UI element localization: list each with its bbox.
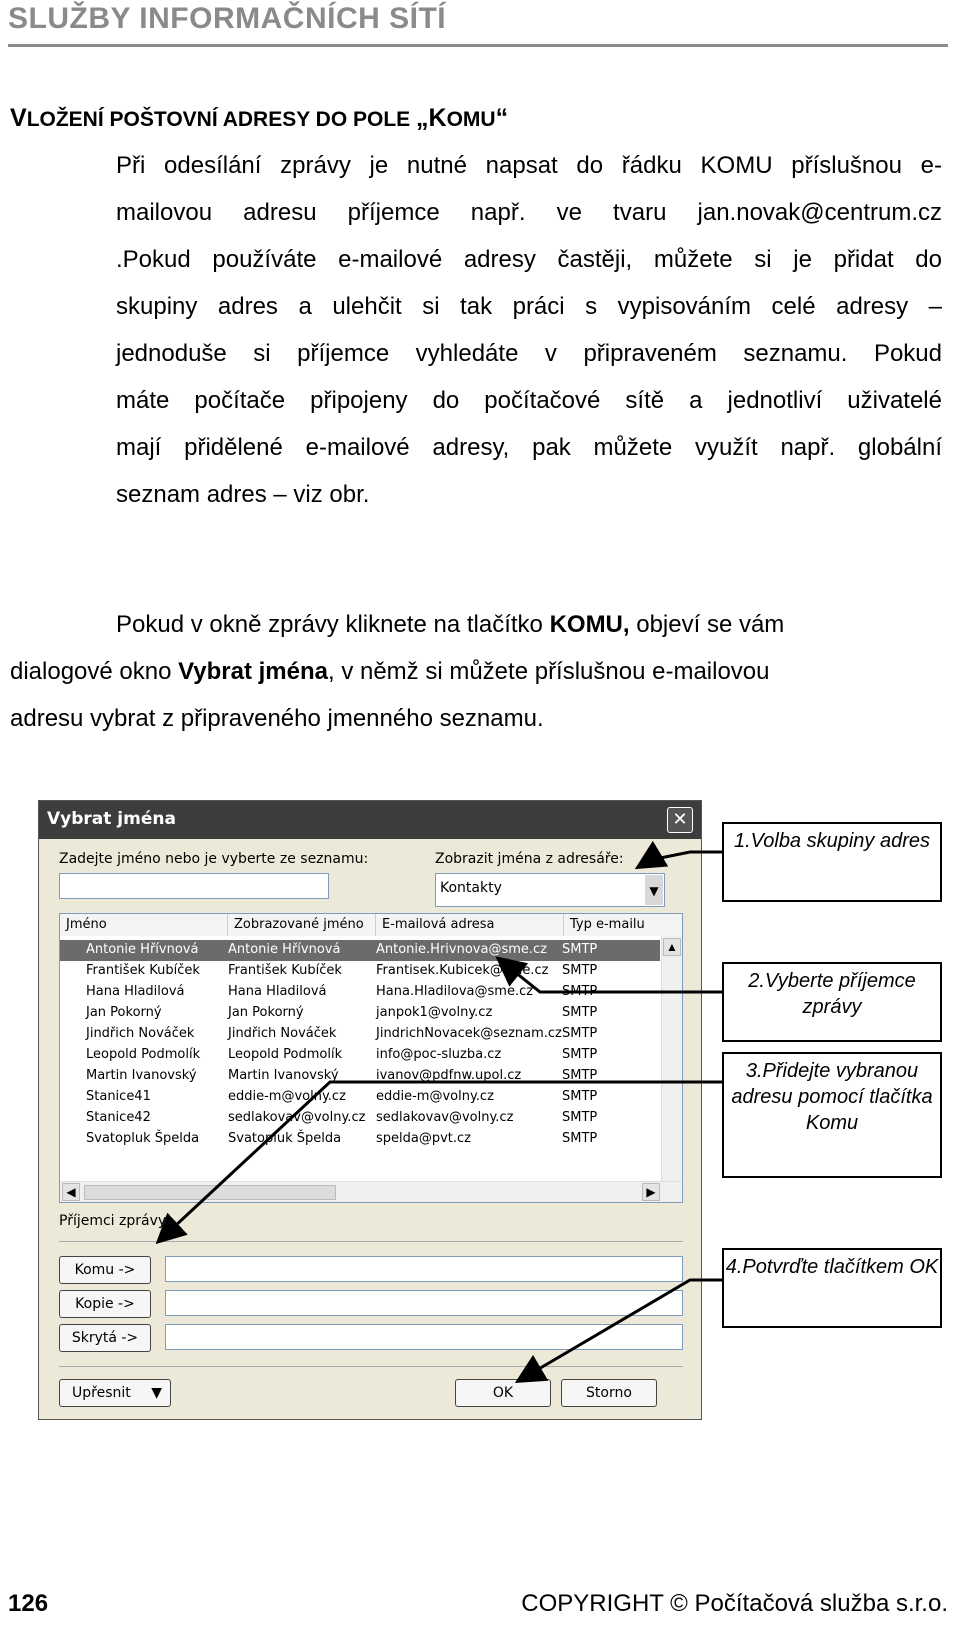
cell: František Kubíček xyxy=(228,963,342,978)
callout-3: 3.Přidejte vybranou adresu pomocí tlačítka Komu xyxy=(722,1052,942,1178)
cell: Leopold Podmolík xyxy=(228,1047,343,1062)
bcc-button[interactable]: Skrytá -> xyxy=(59,1324,151,1352)
cell: Jan Pokorný xyxy=(86,1005,162,1020)
cell: SMTP xyxy=(562,1089,598,1104)
advanced-label: Upřesnit xyxy=(72,1385,131,1401)
cell: SMTP xyxy=(562,1047,598,1062)
text: objeví se vám xyxy=(629,611,785,638)
paragraph-line: skupiny adres a ulehčit si tak práci s vypisováním celé adresy – xyxy=(116,293,942,320)
addressbook-value: Kontakty xyxy=(440,880,502,896)
search-label: Zadejte jméno nebo je vyberte ze seznamu: xyxy=(59,851,369,867)
cell: Martin Ivanovský xyxy=(228,1068,339,1083)
addressbook-label: Zobrazit jména z adresáře: xyxy=(435,851,624,867)
text: dialogové okno xyxy=(10,658,179,685)
arrow-4 xyxy=(520,1280,722,1380)
cell: SMTP xyxy=(562,1005,598,1020)
scroll-right-icon[interactable]: ▶ xyxy=(642,1183,660,1201)
ok-button[interactable]: OK xyxy=(455,1379,551,1407)
cell: janpok1@volny.cz xyxy=(376,1005,493,1020)
arrow-3 xyxy=(160,1082,722,1240)
column-header-email[interactable]: E-mailová adresa xyxy=(376,914,564,936)
column-header-display-name[interactable]: Zobrazované jméno xyxy=(228,914,376,936)
arrow-2 xyxy=(500,960,722,992)
paragraph-line: máte počítače připojeny do počítačové sítě a jednotliví uživatelé xyxy=(116,387,942,414)
section-title-quote-close: “ xyxy=(495,104,509,132)
cell: eddie-m@volny.cz xyxy=(376,1089,494,1104)
cell: Jan Pokorný xyxy=(228,1005,304,1020)
paragraph-line: .Pokud používáte e-mailové adresy častěji, můžete si je přidat do xyxy=(116,246,942,273)
cell: Antonie.Hrivnova@sme.cz xyxy=(376,942,547,957)
paragraph-line: Při odesílání zprávy je nutné napsat do řádku KOMU příslušnou e- xyxy=(116,152,942,179)
cell: SMTP xyxy=(562,1026,598,1041)
text: , v němž si můžete příslušnou e-mailovou xyxy=(327,658,770,685)
cell: Stanice42 xyxy=(86,1110,151,1125)
text-bold: Vybrat jména xyxy=(178,658,328,685)
scroll-left-icon[interactable]: ◀ xyxy=(62,1183,80,1201)
cancel-button[interactable]: Storno xyxy=(561,1379,657,1407)
cell: info@poc-sluzba.cz xyxy=(376,1047,502,1062)
paragraph-line: jednoduše si příjemce vyhledáte v připraveném seznamu. Pokud xyxy=(116,340,942,367)
text: Pokud v okně zprávy kliknete na tlačítko xyxy=(116,611,550,638)
cell: SMTP xyxy=(562,1068,598,1083)
to-button[interactable]: Komu -> xyxy=(59,1256,151,1284)
cell: Leopold Podmolík xyxy=(86,1047,201,1062)
arrow-1 xyxy=(640,852,722,866)
paragraph-line: mailovou adresu příjemce např. ve tvaru jan.novak@centrum.cz xyxy=(116,199,942,226)
page-number: 126 xyxy=(8,1590,49,1617)
callout-4: 4.Potvrďte tlačítkem OK xyxy=(722,1248,942,1328)
cell: ivanov@pdfnw.upol.cz xyxy=(376,1068,522,1083)
cell: SMTP xyxy=(562,1110,598,1125)
section-title-part: LOŽENÍ POŠTOVNÍ ADRESY DO POLE xyxy=(26,108,417,131)
chevron-down-icon[interactable]: ▼ xyxy=(645,875,663,905)
cell: eddie-m@volny.cz xyxy=(228,1089,346,1104)
cell: SMTP xyxy=(562,942,598,957)
copyright: COPYRIGHT © Počítačová služba s.r.o. xyxy=(521,1590,948,1617)
cell: SMTP xyxy=(562,984,598,999)
paragraph-line: adresu vybrat z připraveného jmenného seznamu. xyxy=(10,705,544,732)
cell: sedlakovav@volny.cz xyxy=(376,1110,514,1125)
cell: Jindřich Nováček xyxy=(228,1026,337,1041)
cell: Antonie Hřívnová xyxy=(86,942,199,957)
cell: Hana Hladilová xyxy=(228,984,327,999)
paragraph-line: seznam adres – viz obr. xyxy=(116,481,370,508)
dropdown-arrow-icon: ▼ xyxy=(151,1385,162,1401)
dialog-title: Vybrat jména xyxy=(47,809,176,829)
cell: Frantisek.Kubicek@sme.cz xyxy=(376,963,549,978)
section-title-initial: V xyxy=(10,104,27,132)
cell: Stanice41 xyxy=(86,1089,151,1104)
cell: Antonie Hřívnová xyxy=(228,942,341,957)
cell: Jindřich Nováček xyxy=(86,1026,195,1041)
column-header-name[interactable]: Jméno xyxy=(60,914,228,936)
scroll-up-icon[interactable]: ▲ xyxy=(663,938,681,956)
text-bold: KOMU, xyxy=(549,611,630,638)
cell: spelda@pvt.cz xyxy=(376,1131,471,1146)
cell: JindrichNovacek@seznam.cz xyxy=(376,1026,562,1041)
cell: SMTP xyxy=(562,1131,598,1146)
cc-button[interactable]: Kopie -> xyxy=(59,1290,151,1318)
cell: Hana.Hladilova@sme.cz xyxy=(376,984,534,999)
callout-1: 1.Volba skupiny adres xyxy=(722,822,942,902)
callout-2: 2.Vyberte příjemce zprávy xyxy=(722,962,942,1042)
cell: František Kubíček xyxy=(86,963,200,978)
paragraph-line: mají přidělené e-mailové adresy, pak můžete využít např. globální xyxy=(116,434,942,461)
cell: Svatopluk Špelda xyxy=(86,1131,200,1146)
column-header-email-type[interactable]: Typ e-mailu xyxy=(564,914,683,936)
cell: sedlakovav@volny.cz xyxy=(228,1110,366,1125)
page-header: SLUŽBY INFORMAČNÍCH SÍTÍ xyxy=(8,2,447,35)
cell: Martin Ivanovský xyxy=(86,1068,197,1083)
recipients-label: Příjemci zprávy xyxy=(59,1213,167,1229)
cell: Svatopluk Špelda xyxy=(228,1131,342,1146)
cell: Hana Hladilová xyxy=(86,984,185,999)
close-icon[interactable]: ✕ xyxy=(667,807,693,833)
section-title-initial-k: K xyxy=(428,104,447,132)
section-title-quote: „ xyxy=(416,104,429,132)
section-title-part-b: OMU xyxy=(446,108,496,131)
cell: SMTP xyxy=(562,963,598,978)
